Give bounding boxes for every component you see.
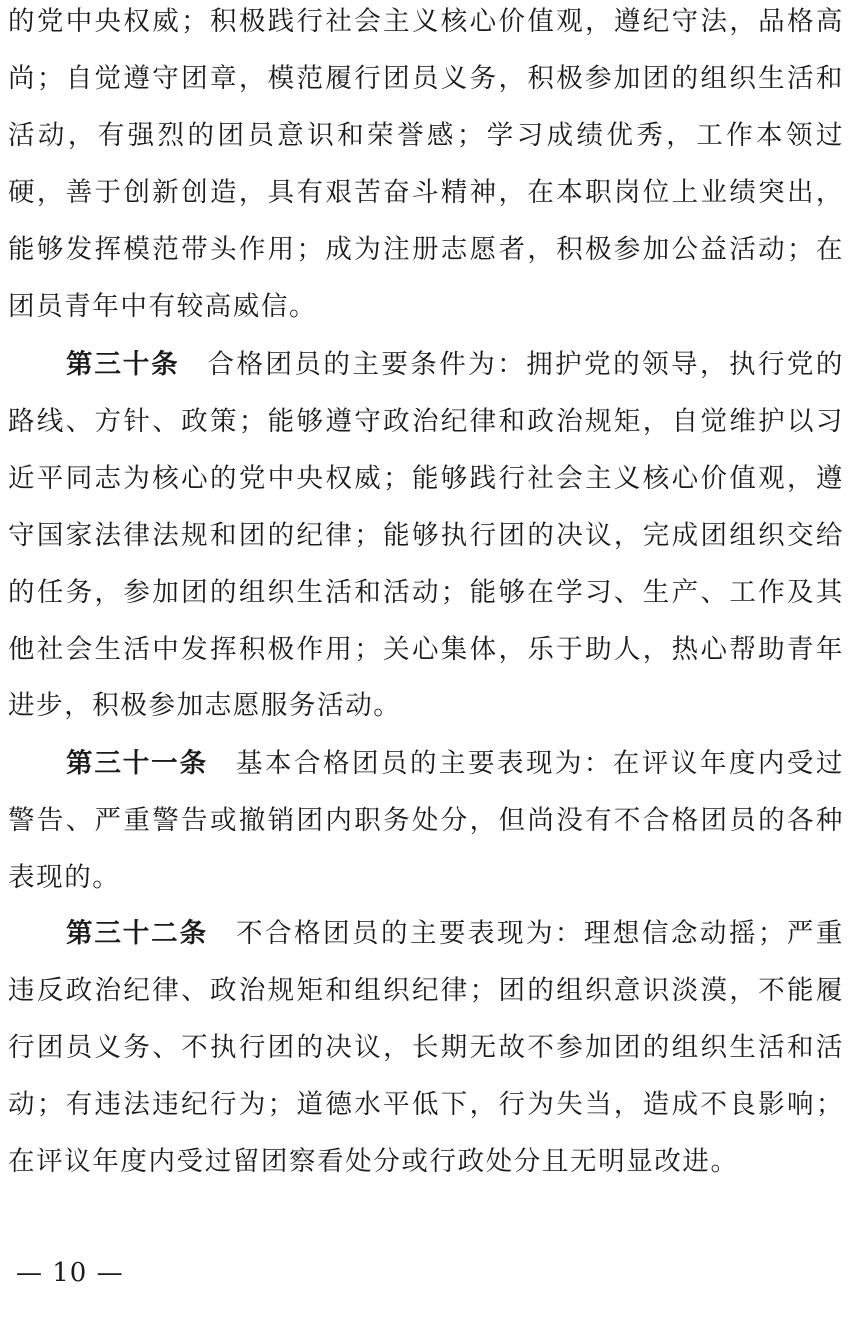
article-31 (8, 736, 844, 907)
article-30 (8, 337, 844, 735)
article-30-label: 第三十条 (66, 349, 180, 380)
page-number: — 10 — (16, 1258, 124, 1288)
continued-paragraph: 的党中央权威；积极践行社会主义核心价值观，遵纪守法，品格高尚；自觉遵守团章，模范履行团员义务，积极参加团的组织生活和活动，有强烈的团员意识和荣誉感；学习成绩优秀，工作本领过硬，善于创新创造，具有艰苦奋斗精神，在本职岗位上业绩突出，能够发挥模范带头作用；成为注册志愿者，积极参加公益活动；在团员青年中有较高威信。 (8, 6, 844, 322)
article-32-label: 第三十二条 (66, 918, 208, 949)
article-32-text: 不合格团员的主要表现为：理想信念动摇；严重违反政治纪律、政治规矩和组织纪律；团的组织意识淡漠，不能履行团员义务、不执行团的决议，长期无故不参加团的组织生活和活动；有违法违纪行为；道德水平低下，行为失当，造成不良影响；在评议年度内受过留团察看处分或行政处分且无明显改进。 (8, 918, 844, 1177)
article-31-label: 第三十一条 (66, 748, 208, 779)
article-31-text: 基本合格团员的主要表现为：在评议年度内受过警告、严重警告或撤销团内职务处分，但尚没有不合格团员的各种表现的。 (8, 748, 844, 893)
article-30-text: 合格团员的主要条件为：拥护党的领导，执行党的路线、方针、政策；能够遵守政治纪律和政治规矩，自觉维护以习近平同志为核心的党中央权威；能够践行社会主义核心价值观，遵守国家法律法规和团的纪律；能够执行团的决议，完成团组织交给的任务，参加团的组织生活和活动；能够在学习、生产、工作及其他社会生活中发挥积极作用；关心集体，乐于助人，热心帮助青年进步，积极参加志愿服务活动。 (8, 349, 845, 722)
article-32 (8, 906, 844, 1191)
